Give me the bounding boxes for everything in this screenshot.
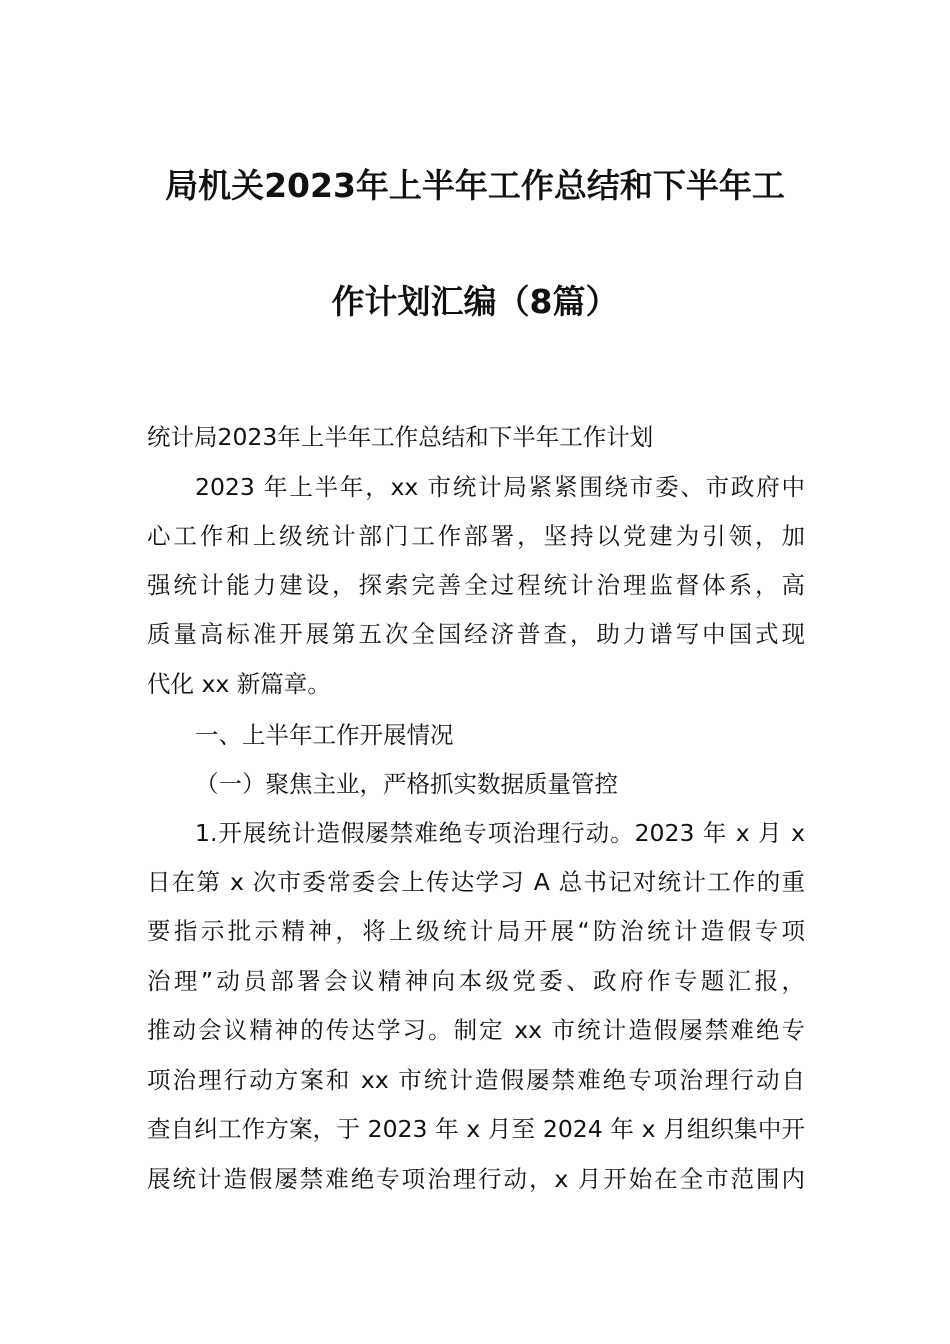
paragraph-line: 质量高标准开展第五次全国经济普查，助力谱写中国式现 [147, 620, 805, 648]
paragraph-line: 日在第 x 次市委常委会上传达学习 A 总书记对统计工作的重 [147, 868, 805, 896]
heading-level-2: （一）聚焦主业，严格抓实数据质量管控 [195, 770, 618, 798]
paragraph-line: 推动会议精神的传达学习。制定 xx 市统计造假屡禁难绝专 [147, 1016, 805, 1044]
paragraph-line: 1.开展统计造假屡禁难绝专项治理行动。2023 年 x 月 x [195, 819, 805, 847]
paragraph-line: 治理”动员部署会议精神向本级党委、政府作专题汇报， [147, 967, 805, 995]
paragraph-line: 展统计造假屡禁难绝专项治理行动，x 月开始在全市范围内 [147, 1165, 805, 1193]
section-subtitle: 统计局2023年上半年工作总结和下半年工作计划 [147, 423, 654, 451]
paragraph-line: 查自纠工作方案，于 2023 年 x 月至 2024 年 x 月组织集中开 [147, 1115, 805, 1143]
paragraph-line: 强统计能力建设，探索完善全过程统计治理监督体系，高 [147, 571, 805, 599]
heading-level-1: 一、上半年工作开展情况 [195, 721, 454, 749]
paragraph-line: 2023 年上半年，xx 市统计局紧紧围绕市委、市政府中 [195, 473, 805, 501]
paragraph-line: 心工作和上级统计部门工作部署，坚持以党建为引领，加 [147, 522, 805, 550]
paragraph-line: 项治理行动方案和 xx 市统计造假屡禁难绝专项治理行动自 [147, 1066, 805, 1094]
document-title-line-1: 局机关2023年上半年工作总结和下半年工 [165, 166, 785, 205]
paragraph-line: 代化 xx 新篇章。 [147, 670, 331, 698]
document-title-line-2: 作计划汇编（8篇） [331, 282, 619, 321]
paragraph-line: 要指示批示精神，将上级统计局开展“防治统计造假专项 [147, 917, 805, 945]
